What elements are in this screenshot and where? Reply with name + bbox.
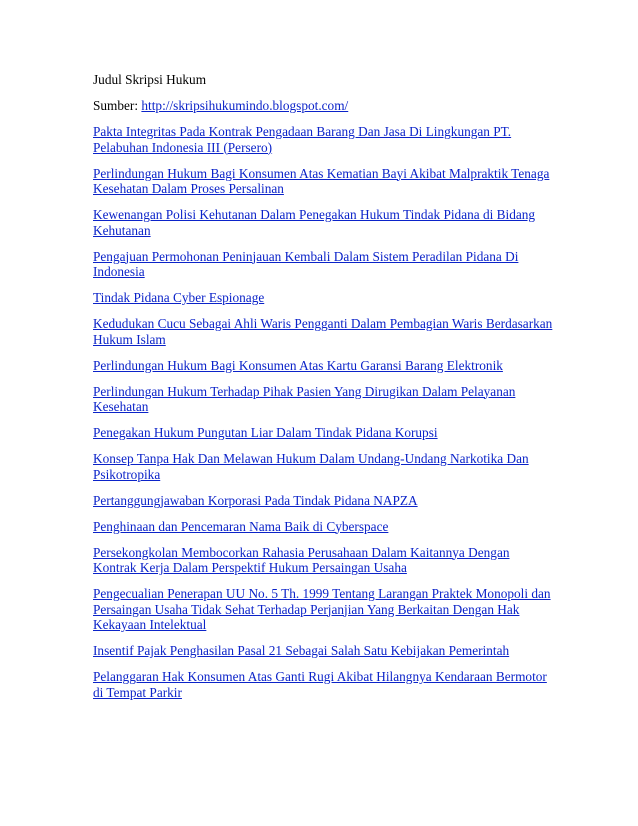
- document-content: [93, 72, 553, 711]
- list-item: [93, 643, 553, 659]
- thesis-title-link[interactable]: Pelanggaran Hak Konsumen Atas Ganti Rugi Akibat Hilangnya Kendaraan Bermotor di Tempat Parkir: [93, 669, 547, 700]
- thesis-title-link[interactable]: Penghinaan dan Pencemaran Nama Baik di Cyberspace: [93, 518, 389, 534]
- list-item: [93, 586, 553, 633]
- thesis-title-link[interactable]: Tindak Pidana Cyber Espionage: [93, 290, 265, 305]
- list-item: [93, 545, 553, 576]
- list-item: [93, 384, 553, 415]
- thesis-title-link[interactable]: Penegakan Hukum Pungutan Liar Dalam Tindak Pidana Korupsi: [93, 425, 438, 440]
- source-line: [93, 98, 553, 114]
- thesis-title-link[interactable]: Konsep Tanpa Hak Dan Melawan Hukum Dalam Undang-Undang Narkotika Dan Psikotropika: [93, 451, 529, 482]
- thesis-title-link[interactable]: Perlindungan Hukum Bagi Konsumen Atas Kematian Bayi Akibat Malpraktik Tenaga Kesehatan Dalam Proses Persalinan: [93, 165, 550, 196]
- list-item: [93, 493, 553, 509]
- thesis-title-link[interactable]: Insentif Pajak Penghasilan Pasal 21 Sebagai Salah Satu Kebijakan Pemerintah: [93, 643, 510, 658]
- document-title: Judul Skripsi Hukum: [93, 72, 207, 87]
- list-item: [93, 166, 553, 197]
- thesis-title-link[interactable]: Perlindungan Hukum Bagi Konsumen Atas Kartu Garansi Barang Elektronik: [93, 357, 503, 373]
- list-item: [93, 249, 553, 280]
- list-item: [93, 358, 553, 374]
- list-item: [93, 290, 553, 306]
- thesis-title-link[interactable]: Kewenangan Polisi Kehutanan Dalam Penegakan Hukum Tindak Pidana di Bidang Kehutanan: [93, 207, 536, 238]
- thesis-title-link[interactable]: Perlindungan Hukum Terhadap Pihak Pasien Yang Dirugikan Dalam Pelayanan Kesehatan: [93, 383, 516, 414]
- list-item: [93, 316, 553, 347]
- list-item: [93, 451, 553, 482]
- source-label: Sumber:: [93, 98, 142, 113]
- source-link[interactable]: http://skripsihukumindo.blogspot.com/: [141, 98, 349, 113]
- list-item: [93, 519, 553, 535]
- thesis-title-link[interactable]: Pakta Integritas Pada Kontrak Pengadaan Barang Dan Jasa Di Lingkungan PT. Pelabuhan Indonesia III (Persero): [93, 124, 512, 155]
- list-item: [93, 207, 553, 238]
- thesis-title-link[interactable]: Pengecualian Penerapan UU No. 5 Th. 1999 Tentang Larangan Praktek Monopoli dan Persaingan Usaha Tidak Sehat Terhadap Perjanjian Yang Berkaitan Dengan Hak Kekayaan Intelektual: [93, 586, 551, 632]
- thesis-title-link[interactable]: Persekongkolan Membocorkan Rahasia Perusahaan Dalam Kaitannya Dengan Kontrak Kerja Dalam Perspektif Hukum Persaingan Usaha: [93, 544, 510, 575]
- list-item: [93, 425, 553, 441]
- thesis-title-link[interactable]: Pengajuan Permohonan Peninjauan Kembali Dalam Sistem Peradilan Pidana Di Indonesia: [93, 248, 519, 279]
- thesis-title-link[interactable]: Pertanggungjawaban Korporasi Pada Tindak Pidana NAPZA: [93, 492, 418, 508]
- list-item: [93, 124, 553, 155]
- thesis-title-link[interactable]: Kedudukan Cucu Sebagai Ahli Waris Pengganti Dalam Pembagian Waris Berdasarkan Hukum Islam: [93, 316, 553, 347]
- list-item: [93, 669, 553, 700]
